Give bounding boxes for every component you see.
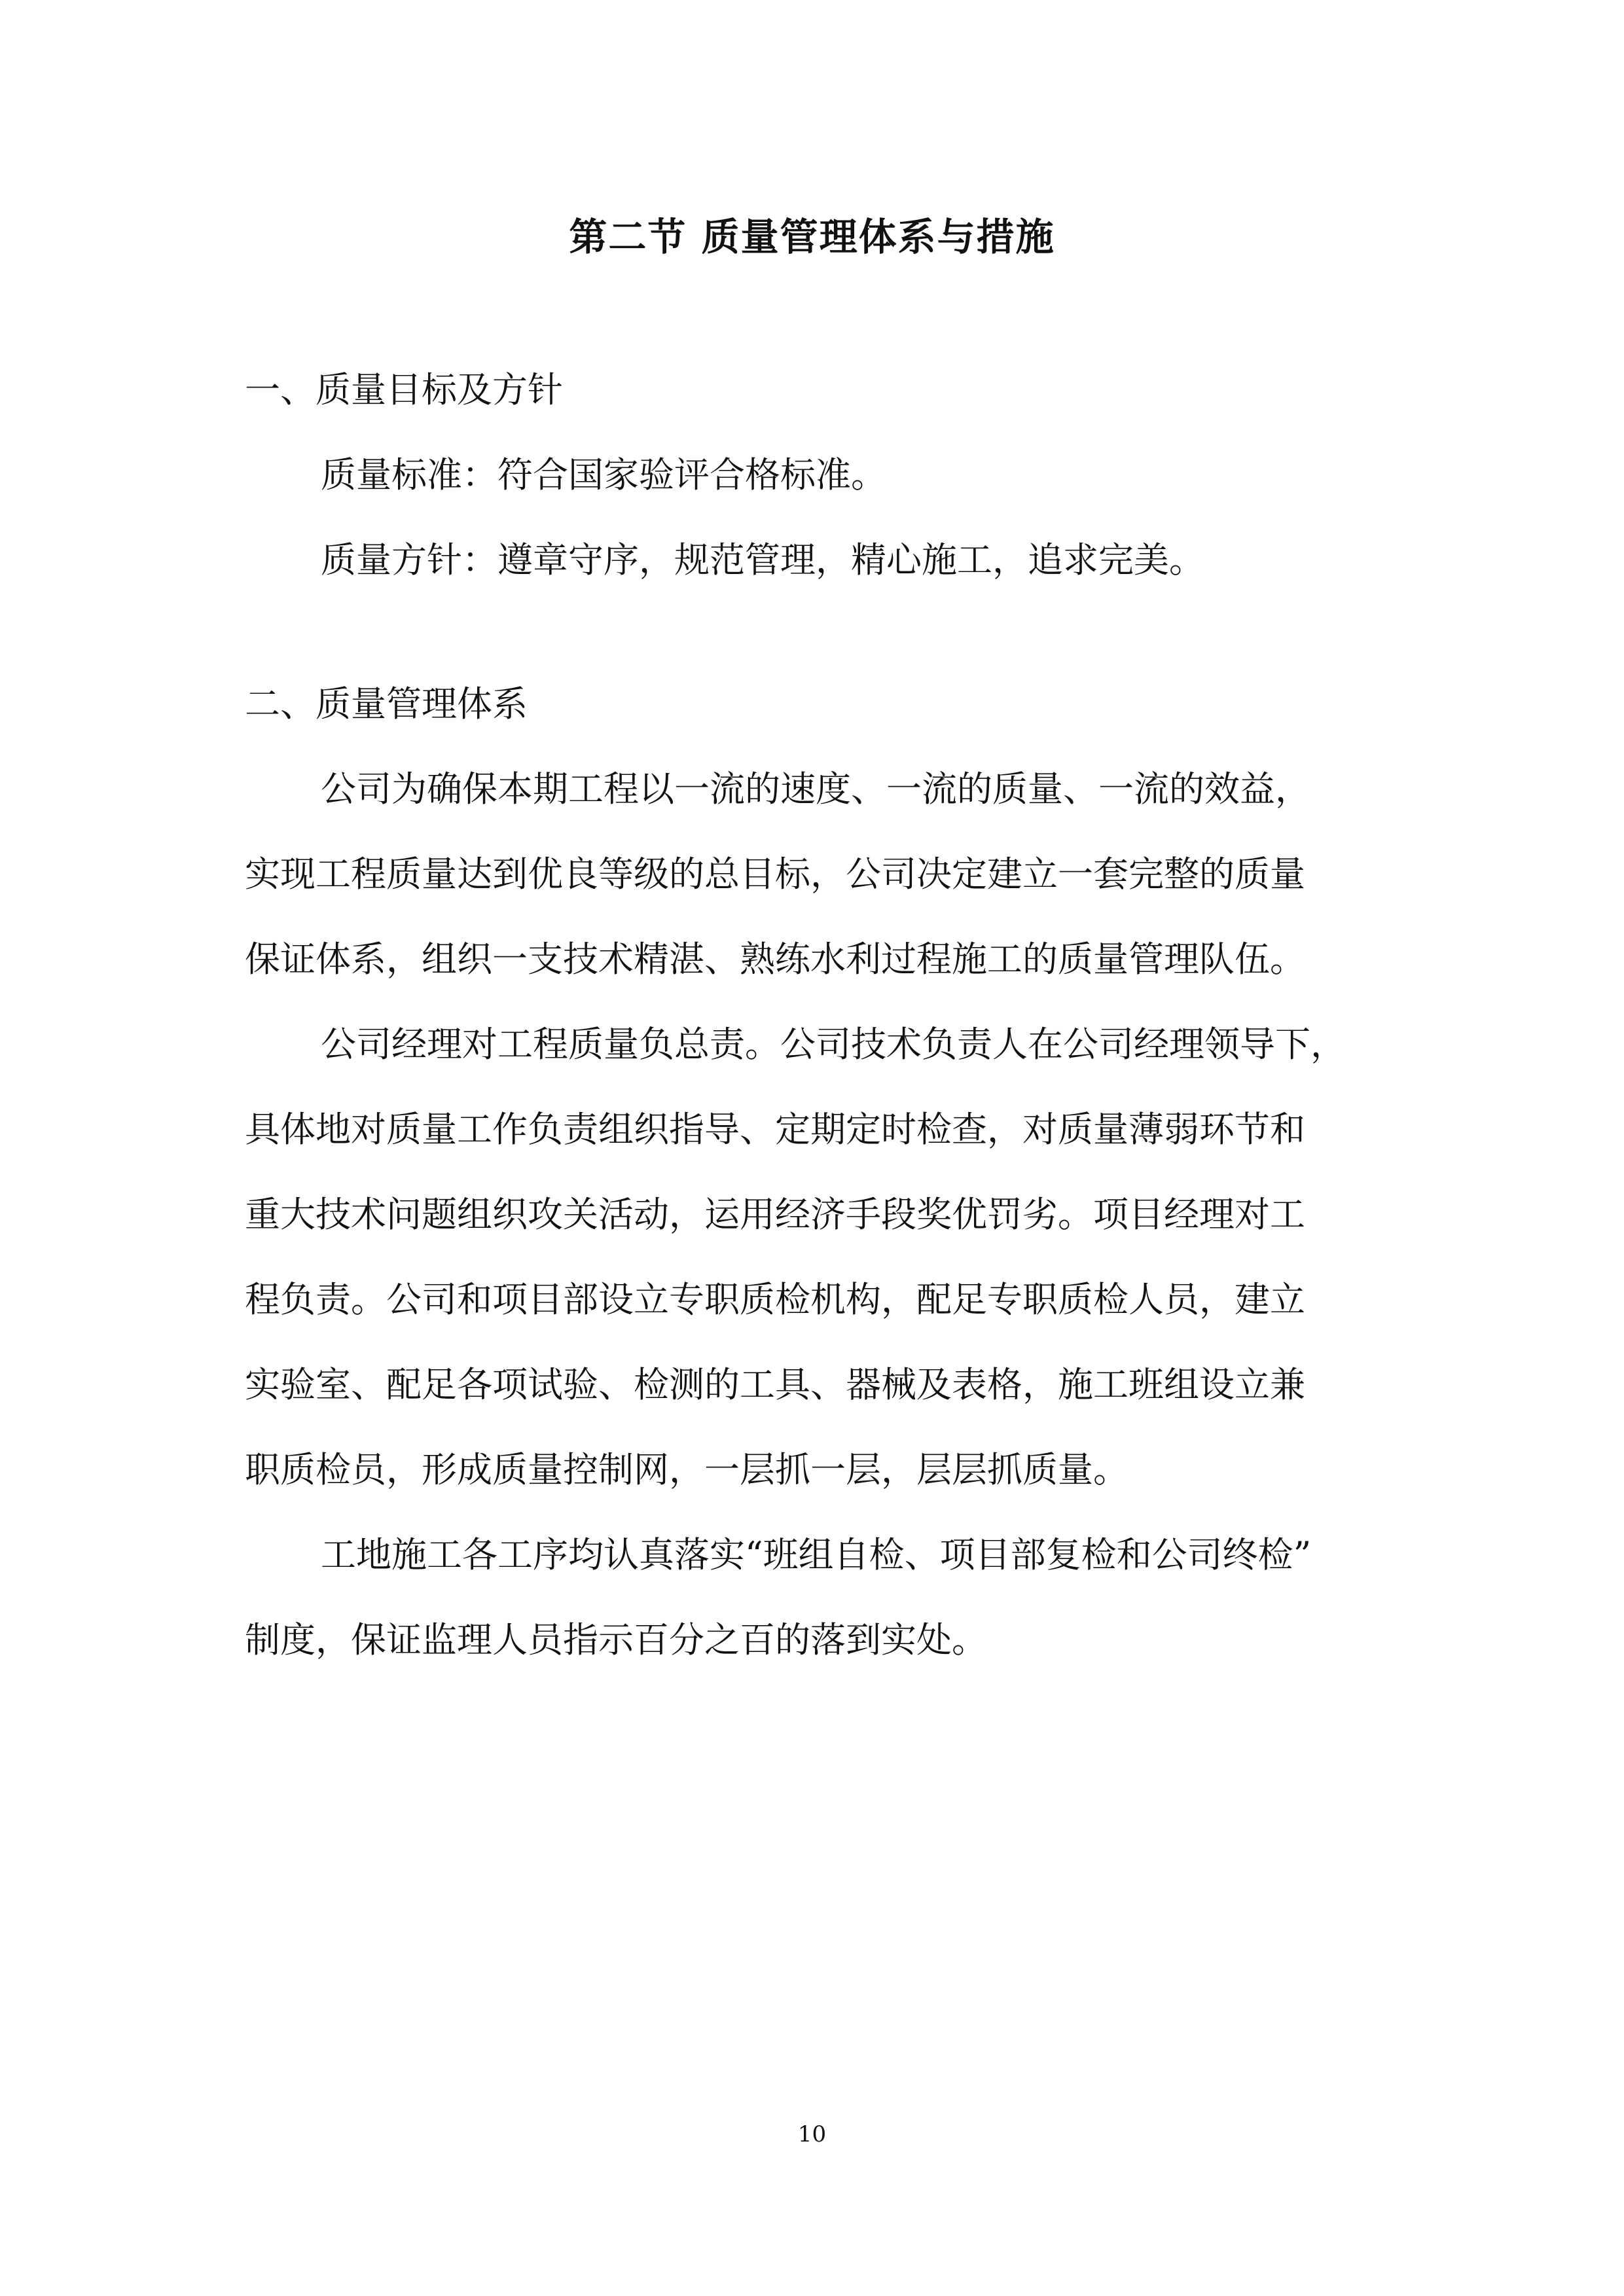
page-number: 10 (797, 2121, 827, 2147)
paragraph-line: 实验室、配足各项试验、检测的工具、器械及表格，施工班组设立兼 (245, 1364, 1305, 1405)
paragraph-line: 公司为确保本期工程以一流的速度、一流的质量、一流的效益， (321, 768, 1310, 810)
paragraph-line: 职质检员，形成质量控制网，一层抓一层，层层抓质量。 (245, 1449, 1128, 1490)
paragraph-quality-standard: 质量标准：符合国家验评合格标准。 (321, 454, 886, 495)
paragraph-line: 保证体系，组织一支技术精湛、熟练水利过程施工的质量管理队伍。 (245, 939, 1305, 980)
paragraph-line: 制度，保证监理人员指示百分之百的落到实处。 (245, 1619, 987, 1660)
section-heading-quality-goals: 一、质量目标及方针 (245, 369, 563, 410)
page-title: 第二节 质量管理体系与措施 (569, 215, 1055, 259)
paragraph-line: 工地施工各工序均认真落实“班组自检、项目部复检和公司终检” (321, 1534, 1312, 1575)
section-heading-quality-system: 二、质量管理体系 (245, 683, 528, 725)
paragraph-line: 实现工程质量达到优良等级的总目标，公司决定建立一套完整的质量 (245, 853, 1305, 895)
paragraph-line: 程负责。公司和项目部设立专职质检机构，配足专职质检人员，建立 (245, 1279, 1305, 1320)
paragraph-line: 具体地对质量工作负责组织指导、定期定时检查，对质量薄弱环节和 (245, 1109, 1305, 1150)
paragraph-line: 重大技术问题组织攻关活动，运用经济手段奖优罚劣。项目经理对工 (245, 1194, 1305, 1235)
paragraph-line: 公司经理对工程质量负总责。公司技术负责人在公司经理领导下， (321, 1024, 1346, 1065)
paragraph-quality-policy: 质量方针：遵章守序，规范管理，精心施工，追求完美。 (321, 539, 1204, 581)
